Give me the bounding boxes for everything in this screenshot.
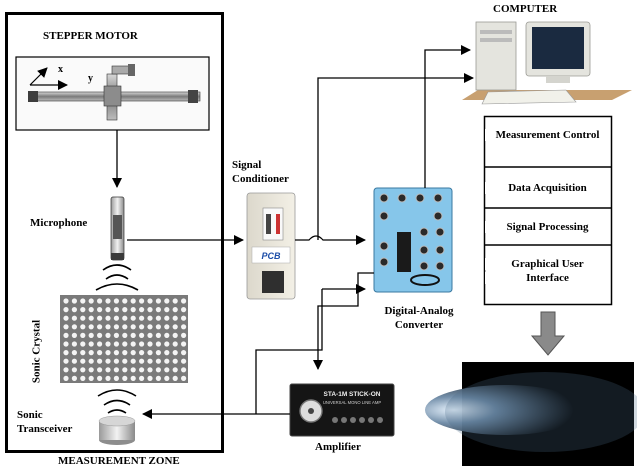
- crystal-rod: [80, 359, 85, 364]
- crystal-rod: [105, 298, 110, 303]
- dac-label-1: Digital-Analog: [384, 305, 454, 317]
- crystal-rod: [156, 316, 161, 321]
- crystal-rod: [72, 376, 77, 381]
- crystal-rod: [114, 376, 119, 381]
- crystal-rod: [164, 341, 169, 346]
- crystal-rod: [181, 333, 186, 338]
- crystal-rod: [131, 333, 136, 338]
- crystal-rod: [63, 367, 68, 372]
- amp-jack: [359, 417, 365, 423]
- crystal-rod: [122, 324, 127, 329]
- crystal-rod: [80, 367, 85, 372]
- crystal-rod: [80, 316, 85, 321]
- crystal-rod: [139, 307, 144, 312]
- daq-connector: [420, 246, 428, 254]
- crystal-rod: [105, 367, 110, 372]
- crystal-rod: [89, 350, 94, 355]
- crystal-rod: [114, 333, 119, 338]
- crystal-rod: [173, 367, 178, 372]
- crystal-rod: [156, 350, 161, 355]
- crystal-rod: [131, 316, 136, 321]
- crystal-rod: [105, 316, 110, 321]
- crystal-rod: [105, 324, 110, 329]
- crystal-rod: [89, 324, 94, 329]
- crystal-rod: [80, 307, 85, 312]
- crystal-rod: [139, 333, 144, 338]
- sonic-transceiver-label-1: Sonic: [17, 409, 43, 421]
- sonic-crystal-image: [60, 295, 188, 383]
- crystal-rod: [114, 367, 119, 372]
- crystal-rod: [105, 307, 110, 312]
- stepper-motor-photo: [16, 57, 209, 130]
- crystal-rod: [72, 316, 77, 321]
- crystal-rod: [80, 324, 85, 329]
- crystal-rod: [89, 359, 94, 364]
- crystal-rod: [105, 376, 110, 381]
- crystal-rod: [147, 324, 152, 329]
- crystal-rod: [173, 324, 178, 329]
- amp-model-text: STA-1M STICK-ON: [323, 391, 381, 398]
- daq-connector: [420, 262, 428, 270]
- crystal-rod: [114, 341, 119, 346]
- crystal-rod: [139, 316, 144, 321]
- daq-connector: [436, 262, 444, 270]
- crystal-rod: [156, 298, 161, 303]
- crystal-rod: [164, 359, 169, 364]
- crystal-rod: [173, 341, 178, 346]
- crystal-rod: [72, 324, 77, 329]
- gui-box-line1: Graphical User: [485, 258, 610, 270]
- sonic-transceiver-label-2: Transceiver: [17, 423, 73, 435]
- amp-jack: [350, 417, 356, 423]
- crystal-rod: [173, 316, 178, 321]
- crystal-rod: [122, 350, 127, 355]
- crystal-rod: [105, 350, 110, 355]
- crystal-rod: [122, 367, 127, 372]
- amp-jack: [332, 417, 338, 423]
- crystal-rod: [80, 298, 85, 303]
- crystal-rod: [105, 333, 110, 338]
- crystal-rod: [63, 307, 68, 312]
- crystal-rod: [63, 333, 68, 338]
- crystal-rod: [147, 341, 152, 346]
- crystal-rod: [122, 333, 127, 338]
- crystal-rod: [173, 350, 178, 355]
- crystal-rod: [156, 359, 161, 364]
- crystal-rod: [147, 316, 152, 321]
- crystal-rod: [97, 341, 102, 346]
- crystal-rod: [89, 341, 94, 346]
- daq-connector: [380, 242, 388, 250]
- crystal-rod: [72, 298, 77, 303]
- crystal-rod: [147, 376, 152, 381]
- microphone-image: [111, 197, 124, 260]
- crystal-rod: [164, 333, 169, 338]
- crystal-rod: [139, 367, 144, 372]
- signal-processing-box: Signal Processing: [485, 221, 610, 233]
- crystal-rod: [131, 367, 136, 372]
- crystal-rod: [89, 333, 94, 338]
- crystal-rod: [63, 298, 68, 303]
- crystal-rod: [122, 316, 127, 321]
- crystal-rod: [72, 333, 77, 338]
- crystal-rod: [105, 359, 110, 364]
- crystal-rod: [114, 350, 119, 355]
- crystal-rod: [72, 367, 77, 372]
- daq-connector: [434, 212, 442, 220]
- computer-label: COMPUTER: [493, 3, 558, 15]
- crystal-rod: [181, 367, 186, 372]
- crystal-rod: [164, 307, 169, 312]
- crystal-rod: [139, 298, 144, 303]
- mic-sound-waves: [96, 265, 138, 290]
- crystal-rod: [173, 307, 178, 312]
- crystal-rod: [164, 350, 169, 355]
- daq-connector: [436, 228, 444, 236]
- crystal-rod: [80, 376, 85, 381]
- crystal-rod: [89, 316, 94, 321]
- crystal-rod: [114, 324, 119, 329]
- sonic-transceiver-image: [99, 416, 135, 445]
- crystal-rod: [72, 359, 77, 364]
- crystal-rod: [122, 376, 127, 381]
- crystal-rod: [147, 307, 152, 312]
- crystal-rod: [97, 333, 102, 338]
- crystal-rod: [114, 316, 119, 321]
- crystal-rod: [131, 307, 136, 312]
- amp-sub-text: UNIVERSAL MONO LINE AMP: [322, 400, 382, 405]
- crystal-rod: [63, 376, 68, 381]
- crystal-rod: [63, 341, 68, 346]
- crystal-rod: [131, 376, 136, 381]
- crystal-rod: [114, 298, 119, 303]
- gui-box-line2: Interface: [485, 272, 610, 284]
- crystal-rod: [114, 359, 119, 364]
- crystal-rod: [139, 350, 144, 355]
- signal-conditioner-label-2: Conditioner: [232, 173, 289, 185]
- crystal-rod: [63, 316, 68, 321]
- crystal-rod: [147, 367, 152, 372]
- crystal-rod: [131, 341, 136, 346]
- crystal-rod: [131, 359, 136, 364]
- crystal-rod: [89, 367, 94, 372]
- daq-device: [374, 188, 452, 292]
- computer-image: [462, 22, 632, 104]
- crystal-rod: [181, 316, 186, 321]
- crystal-rod: [156, 341, 161, 346]
- crystal-rod: [122, 359, 127, 364]
- pcb-logo: PCB: [261, 251, 281, 261]
- crystal-rod: [97, 298, 102, 303]
- daq-connector: [380, 212, 388, 220]
- transceiver-sound-waves: [98, 390, 136, 413]
- crystal-rod: [97, 350, 102, 355]
- crystal-rod: [181, 350, 186, 355]
- signal-conditioner-label-1: Signal: [232, 159, 262, 171]
- crystal-rod: [139, 376, 144, 381]
- crystal-rod: [131, 324, 136, 329]
- crystal-rod: [114, 307, 119, 312]
- crystal-rod: [80, 350, 85, 355]
- daq-connector: [416, 194, 424, 202]
- crystal-rod: [181, 298, 186, 303]
- amp-jack: [368, 417, 374, 423]
- data-acquisition-box: Data Acquisition: [485, 182, 610, 194]
- crystal-rod: [156, 324, 161, 329]
- measurement-zone-label: MEASUREMENT ZONE: [58, 455, 180, 467]
- crystal-rod: [80, 333, 85, 338]
- crystal-rod: [122, 341, 127, 346]
- axis-y-label: y: [88, 73, 93, 84]
- daq-connector: [420, 228, 428, 236]
- crystal-rod: [89, 307, 94, 312]
- crystal-rod: [164, 376, 169, 381]
- crystal-rod: [173, 333, 178, 338]
- daq-connector: [380, 194, 388, 202]
- amp-jack: [377, 417, 383, 423]
- crystal-rod: [139, 324, 144, 329]
- measurement-control-box: Measurement Control: [485, 129, 610, 141]
- crystal-rod: [131, 298, 136, 303]
- crystal-rod: [97, 376, 102, 381]
- crystal-rod: [63, 350, 68, 355]
- crystal-rod: [156, 333, 161, 338]
- sonic-crystal-label: Sonic Crystal: [30, 319, 43, 384]
- crystal-rod: [97, 324, 102, 329]
- crystal-rod: [97, 367, 102, 372]
- crystal-rod: [63, 324, 68, 329]
- crystal-rod: [173, 298, 178, 303]
- crystal-rod: [105, 341, 110, 346]
- crystal-rod: [181, 307, 186, 312]
- crystal-rod: [173, 376, 178, 381]
- daq-connector: [380, 258, 388, 266]
- crystal-rod: [63, 359, 68, 364]
- crystal-rod: [72, 350, 77, 355]
- crystal-rod: [131, 350, 136, 355]
- crystal-rod: [156, 307, 161, 312]
- crystal-rod: [181, 324, 186, 329]
- amp-jack: [341, 417, 347, 423]
- daq-connector: [398, 194, 406, 202]
- stepper-motor-label: STEPPER MOTOR: [43, 30, 138, 42]
- crystal-rod: [173, 359, 178, 364]
- result-visualization: [425, 362, 637, 466]
- dac-label-2: Converter: [394, 319, 444, 331]
- daq-connector: [436, 246, 444, 254]
- crystal-rod: [164, 367, 169, 372]
- crystal-rod: [97, 316, 102, 321]
- crystal-rod: [139, 341, 144, 346]
- crystal-rod: [164, 324, 169, 329]
- amplifier-label: Amplifier: [315, 441, 361, 453]
- crystal-rod: [89, 376, 94, 381]
- crystal-rod: [97, 307, 102, 312]
- grey-down-arrow: [532, 312, 564, 355]
- axis-x-label: x: [58, 64, 63, 75]
- crystal-rod: [147, 298, 152, 303]
- crystal-rod: [181, 341, 186, 346]
- signal-conditioner-device: [247, 193, 295, 299]
- crystal-rod: [89, 298, 94, 303]
- crystal-rod: [80, 341, 85, 346]
- crystal-rod: [156, 367, 161, 372]
- crystal-rod: [181, 376, 186, 381]
- crystal-rod: [164, 316, 169, 321]
- crystal-rod: [181, 359, 186, 364]
- crystal-rod: [147, 350, 152, 355]
- crystal-rod: [122, 298, 127, 303]
- crystal-rod: [164, 298, 169, 303]
- crystal-rod: [147, 333, 152, 338]
- crystal-rod: [72, 341, 77, 346]
- crystal-rod: [97, 359, 102, 364]
- crystal-rod: [156, 376, 161, 381]
- crystal-rod: [72, 307, 77, 312]
- amplifier-device: [290, 384, 394, 436]
- crystal-rod: [139, 359, 144, 364]
- daq-connector: [434, 194, 442, 202]
- crystal-rod: [122, 307, 127, 312]
- crystal-rod: [147, 359, 152, 364]
- microphone-label: Microphone: [30, 217, 88, 229]
